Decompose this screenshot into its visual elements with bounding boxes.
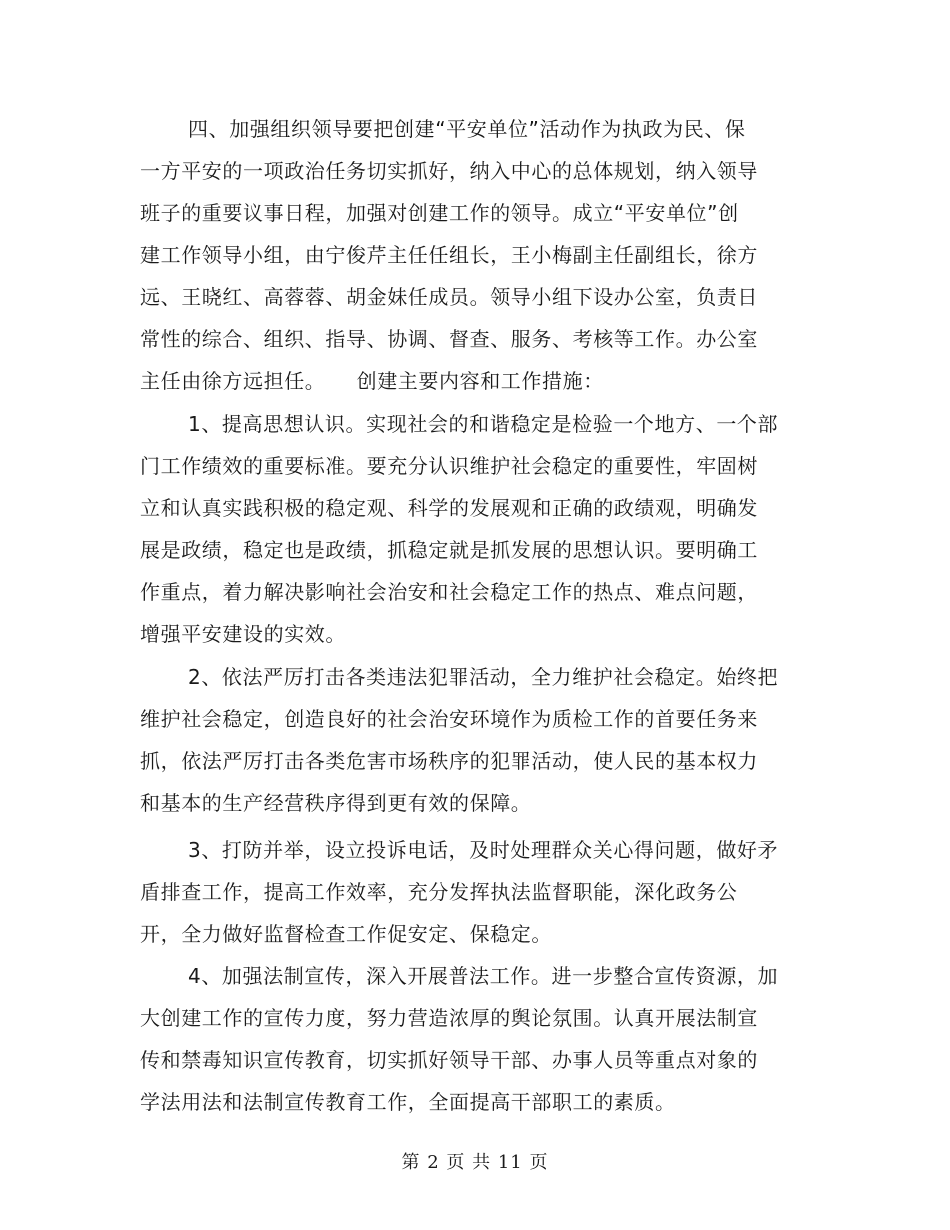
text-line: 一方平安的一项政治任务切实抓好，纳入中心的总体规划，纳入领导: [140, 159, 758, 183]
text-line: 班子的重要议事日程，加强对创建工作的领导。成立“平安单位”创: [140, 201, 739, 225]
text-line: 3、打防并举，设立投诉电话，及时处理群众关心得问题，做好矛: [188, 838, 779, 862]
text-line: 4、加强法制宣传，深入开展普法工作。进一步整合宣传资源，加: [188, 964, 779, 988]
text-line: 1、提高思想认识。实现社会的和谐稳定是检验一个地方、一个部: [188, 412, 779, 436]
text-line: 建工作领导小组，由宁俊芹主任任组长，王小梅副主任副组长，徐方: [140, 243, 758, 267]
text-line: 四、加强组织领导要把创建“平安单位”活动作为执政为民、保: [188, 117, 746, 141]
text-line: 增强平安建设的实效。: [140, 622, 346, 646]
page-number-footer: 第 2 页 共 11 页: [401, 1152, 549, 1173]
text-line: 立和认真实践积极的稳定观、科学的发展观和正确的政绩观，明确发: [140, 496, 758, 520]
text-line: 学法用法和法制宣传教育工作，全面提高干部职工的素质。: [140, 1090, 676, 1114]
text-line: 盾排查工作，提高工作效率，充分发挥执法监督职能，深化政务公: [140, 880, 738, 904]
text-line: 开，全力做好监督检查工作促安定、保稳定。: [140, 922, 552, 946]
text-line: 2、依法严厉打击各类违法犯罪活动，全力维护社会稳定。始终把: [188, 665, 779, 689]
text-line: 作重点，着力解决影响社会治安和社会稳定工作的热点、难点问题，: [140, 580, 758, 604]
text-line: 门工作绩效的重要标准。要充分认识维护社会稳定的重要性，牢固树: [140, 454, 758, 478]
text-line: 主任由徐方远担任。 创建主要内容和工作措施：: [140, 369, 604, 393]
text-line: 大创建工作的宣传力度，努力营造浓厚的舆论氛围。认真开展法制宣: [140, 1006, 758, 1030]
text-line: 远、王晓红、高蓉蓉、胡金妹任成员。领导小组下设办公室，负责日: [140, 285, 758, 309]
text-line: 抓，依法严厉打击各类危害市场秩序的犯罪活动，使人民的基本权力: [140, 749, 758, 773]
text-line: 和基本的生产经营秩序得到更有效的保障。: [140, 791, 532, 815]
text-line: 维护社会稳定，创造良好的社会治安环境作为质检工作的首要任务来: [140, 707, 758, 731]
text-line: 传和禁毒知识宣传教育，切实抓好领导干部、办事人员等重点对象的: [140, 1048, 758, 1072]
text-line: 常性的综合、组织、指导、协调、督查、服务、考核等工作。办公室: [140, 327, 758, 351]
text-line: 展是政绩，稳定也是政绩，抓稳定就是抓发展的思想认识。要明确工: [140, 538, 758, 562]
